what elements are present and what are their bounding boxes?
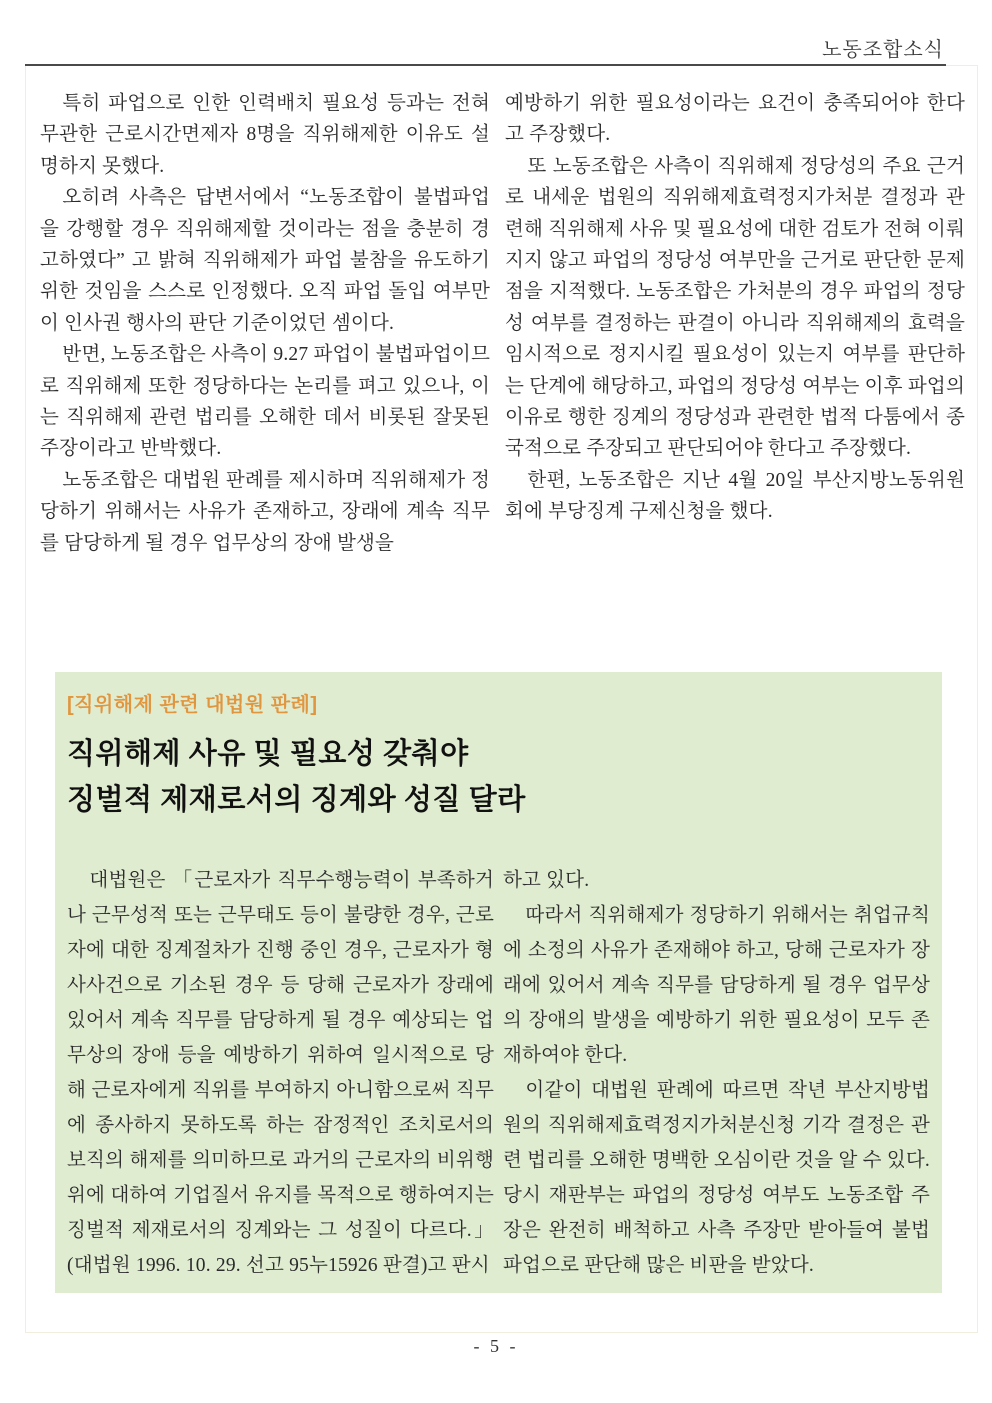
precedent-left-column [67, 863, 494, 1283]
precedent-box-body [67, 863, 930, 1283]
precedent-right-column [503, 863, 930, 1283]
paragraph: 오히려 사측은 답변서에서 “노동조합이 불법파업을 강행할 경우 직위해제할 것이라는 점을 충분히 경고하였다” 고 밝혀 직위해제가 파업 불참을 유도하기 위한 것임을 스스로 인정했다. 오직 파업 돌입 여부만이 인사권 행사의 판단 기준이었던 셈이다. [40, 187, 490, 334]
paragraph: 한편, 노동조합은 지난 4월 20일 부산지방노동위원회에 부당징계 구제신청을 했다. [505, 469, 965, 523]
paragraph: 따라서 직위해제가 정당하기 위해서는 취업규칙에 소정의 사유가 존재해야 하고, 당해 근로자가 장래에 있어서 계속 직무를 담당하게 될 경우 업무상의 장애의 발생을 예방하기 위한 필요성이 모두 존재하여야 한다. [503, 905, 930, 1066]
paragraph: 이같이 대법원 판례에 따르면 작년 부산지방법원의 직위해제효력정지가처분신청 기각 결정은 관련 법리를 오해한 명백한 오심이란 것을 알 수 있다. 당시 재판부는 파업의 정당성 여부도 노동조합 주장은 완전히 배척하고 사측 주장만 받아들여 불법파업으로 판단해 많은 비판을 받았다. [503, 1080, 930, 1276]
precedent-box-label: [직위해제 관련 대법원 판례] [67, 694, 318, 716]
precedent-title-line1: 직위해제 사유 및 필요성 갖춰야 [67, 738, 469, 770]
page-header-title: 노동조합소식 [822, 39, 944, 61]
paragraph: 대법원은 「근로자가 직무수행능력이 부족하거나 근무성적 또는 근무태도 등이 불량한 경우, 근로자에 대한 징계절차가 진행 중인 경우, 근로자가 형사사건으로 기소된 경우 등 당해 근로자가 장래에 있어서 계속 직무를 담당하게 될 경우 예상되는 업무상의 장애 등을 예방하기 위하여 일시적으로 당해 근로자에게 직위를 부여하지 아니함으로써 직무에 종사하지 못하도록 하는 잠정적인 조치로서의 보직의 해제를 의미하므로 과거의 근로자의 비위행위에 대하여 기업질서 유지를 목적으로 행하여지는 징벌적 제재로서의 징계와는 그 성질이 다르다.」 (대법원 1996. 10. 29. 선고 95누15926 판결)고 판시 [67, 870, 494, 1276]
paragraph: 예방하기 위한 필요성이라는 요건이 충족되어야 한다고 주장했다. [505, 93, 965, 146]
article-right-column [505, 88, 965, 559]
page-number: - 5 - [473, 1336, 519, 1356]
article-body [40, 88, 965, 559]
paragraph: 반면, 노동조합은 사측이 9.27 파업이 불법파업이므로 직위해제 또한 정당하다는 논리를 펴고 있으나, 이는 직위해제 관련 법리를 오해한 데서 비롯된 잘못된 주장이라고 반박했다. [40, 344, 490, 460]
paragraph: 노동조합은 대법원 판례를 제시하며 직위해제가 정당하기 위해서는 사유가 존재하고, 장래에 계속 직무를 담당하게 될 경우 업무상의 장애 발생을 [40, 469, 490, 554]
paragraph: 또 노동조합은 사측이 직위해제 정당성의 주요 근거로 내세운 법원의 직위해제효력정지가처분 결정과 관련해 직위해제 사유 및 필요성에 대한 검토가 전혀 이뤄지지 않고 파업의 정당성 여부만을 근거로 판단한 문제점을 지적했다. 노동조합은 가처분의 경우 파업의 정당성 여부를 결정하는 판결이 아니라 직위해제의 효력을 임시적으로 정지시킬 필요성이 있는지 여부를 판단하는 단계에 해당하고, 파업의 정당성 여부는 이후 파업의 이유로 행한 징계의 정당성과 관련한 법적 다툼에서 종국적으로 주장되고 판단되어야 한다고 주장했다. [505, 155, 965, 460]
paragraph: 특히 파업으로 인한 인력배치 필요성 등과는 전혀 무관한 근로시간면제자 8명을 직위해제한 이유도 설명하지 못했다. [40, 93, 490, 177]
article-left-column [40, 88, 490, 559]
precedent-title-line2: 징벌적 제재로서의 징계와 성질 달라 [67, 784, 526, 816]
paragraph: 하고 있다. [503, 870, 590, 891]
header-divider-line [25, 64, 946, 66]
precedent-box-title [67, 731, 930, 823]
court-precedent-box [55, 672, 942, 1293]
